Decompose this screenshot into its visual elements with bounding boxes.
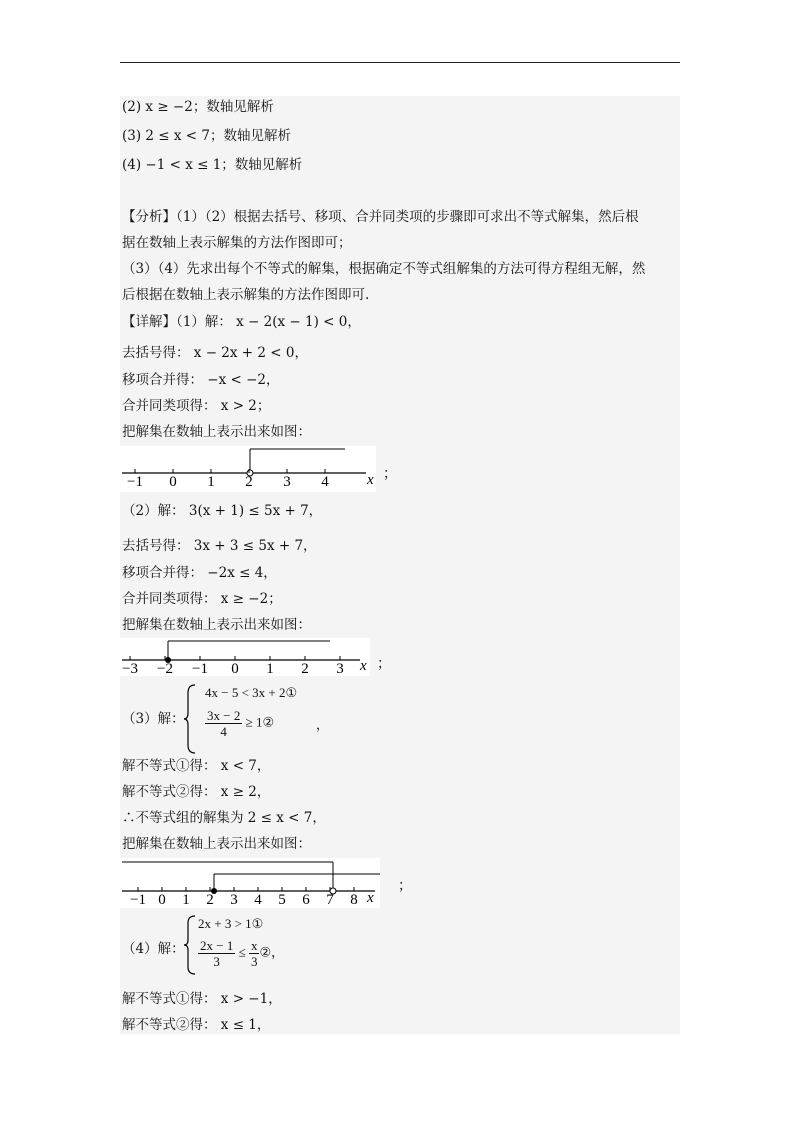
detail-2-step-1: 去括号得： 3x + 3 ≤ 5x + 7， xyxy=(122,538,317,554)
tick-label: 6 xyxy=(302,892,310,908)
system-3-eq-1: 4x − 5 < 3x + 2① xyxy=(205,685,298,700)
tick-label: 4 xyxy=(254,892,262,908)
tick-label: 4 xyxy=(321,474,329,490)
tick-label: 3 xyxy=(283,474,291,490)
system-brace xyxy=(183,683,197,755)
system-3-comma: ， xyxy=(316,717,330,732)
tick-label: 2 xyxy=(206,892,214,908)
tick-label: 2 xyxy=(245,474,253,490)
number-line-3 xyxy=(120,858,382,908)
semicolon-1: ； xyxy=(383,466,397,482)
tick-label: 5 xyxy=(278,892,286,908)
detail-3-step-2: 解不等式②得： x ≥ 2， xyxy=(122,784,271,800)
detail-4-label: （4）解： xyxy=(122,941,185,957)
analysis-line-3: （3）（4）先求出每个不等式的解集，根据确定不等式组解集的方法可得方程组无解，然 xyxy=(122,261,646,277)
detail-2-head: （2）解： 3(x + 1) ≤ 5x + 7， xyxy=(122,503,323,519)
tick-label: 0 xyxy=(231,661,239,676)
tick-label: 8 xyxy=(350,892,358,908)
number-line-2 xyxy=(120,638,380,676)
tick-label: 0 xyxy=(169,474,177,490)
semicolon-2: ； xyxy=(377,656,391,672)
system-3-eq-2: $\frac{3x - 2}{4}$ ≥ 1② xyxy=(207,708,275,739)
tick-label: 1 xyxy=(207,474,215,490)
detail-3-step-1: 解不等式①得： x < 7， xyxy=(122,758,271,774)
answer-3: (3) 2 ≤ x < 7；数轴见解析 xyxy=(122,128,291,144)
detail-2-step-2: 移项合并得： −2x ≤ 4， xyxy=(122,565,277,581)
tick-label: −1 xyxy=(192,661,208,676)
tick-label: 3 xyxy=(230,892,238,908)
tick-label: −2 xyxy=(157,661,173,676)
axis-variable: x xyxy=(360,658,367,674)
analysis-line-1: 【分析】（1）（2）根据去括号、移项、合并同类项的步骤即可求出不等式解集，然后根 xyxy=(122,209,639,225)
detail-2-step-4: 把解集在数轴上表示出来如图： xyxy=(122,617,311,633)
detail-1-step-3: 合并同类项得： x > 2； xyxy=(122,398,271,414)
answer-2: (2) x ≥ −2；数轴见解析 xyxy=(122,99,274,115)
axis-variable: x xyxy=(367,890,374,906)
tick-label: −3 xyxy=(122,661,138,676)
axis-variable: x xyxy=(367,472,374,488)
tick-label: −1 xyxy=(130,892,146,908)
system-brace xyxy=(183,914,197,976)
semicolon-3: ； xyxy=(398,878,412,894)
detail-4-step-2: 解不等式②得： x ≤ 1， xyxy=(122,1017,271,1033)
analysis-line-2: 据在数轴上表示解集的方法作图即可； xyxy=(122,235,352,251)
detail-3-step-3: ∴不等式组的解集为 2 ≤ x < 7， xyxy=(122,810,326,826)
detail-2-step-3: 合并同类项得： x ≥ −2； xyxy=(122,591,282,607)
tick-label: −1 xyxy=(127,474,143,490)
detail-3-step-4: 把解集在数轴上表示出来如图： xyxy=(122,836,311,852)
system-4-eq-2: $\frac{2x - 1}{3}$ ≤ $\frac{x}{3}$ ②， xyxy=(200,938,285,969)
system-4-eq-1: 2x + 3 > 1① xyxy=(198,916,264,931)
detail-3-label: （3）解： xyxy=(122,711,185,727)
detail-1-step-1: 去括号得： x − 2x + 2 < 0， xyxy=(122,345,308,361)
detail-1-head: 【详解】（1）解： x − 2(x − 1) < 0， xyxy=(122,314,361,330)
detail-4-step-1: 解不等式①得： x > −1， xyxy=(122,991,282,1007)
answer-4: (4) −1 < x ≤ 1；数轴见解析 xyxy=(122,157,303,173)
tick-label: 3 xyxy=(336,661,344,676)
tick-label: 0 xyxy=(158,892,166,908)
tick-label: 2 xyxy=(301,661,309,676)
analysis-line-4: 后根据在数轴上表示解集的方法作图即可. xyxy=(122,287,370,303)
detail-1-step-2: 移项合并得： −x < −2， xyxy=(122,372,280,388)
tick-label: 7 xyxy=(326,892,334,908)
header-rule xyxy=(120,62,680,63)
detail-1-step-4: 把解集在数轴上表示出来如图： xyxy=(122,424,311,440)
tick-label: 1 xyxy=(266,661,274,676)
tick-label: 1 xyxy=(182,892,190,908)
number-line-1 xyxy=(120,446,380,492)
